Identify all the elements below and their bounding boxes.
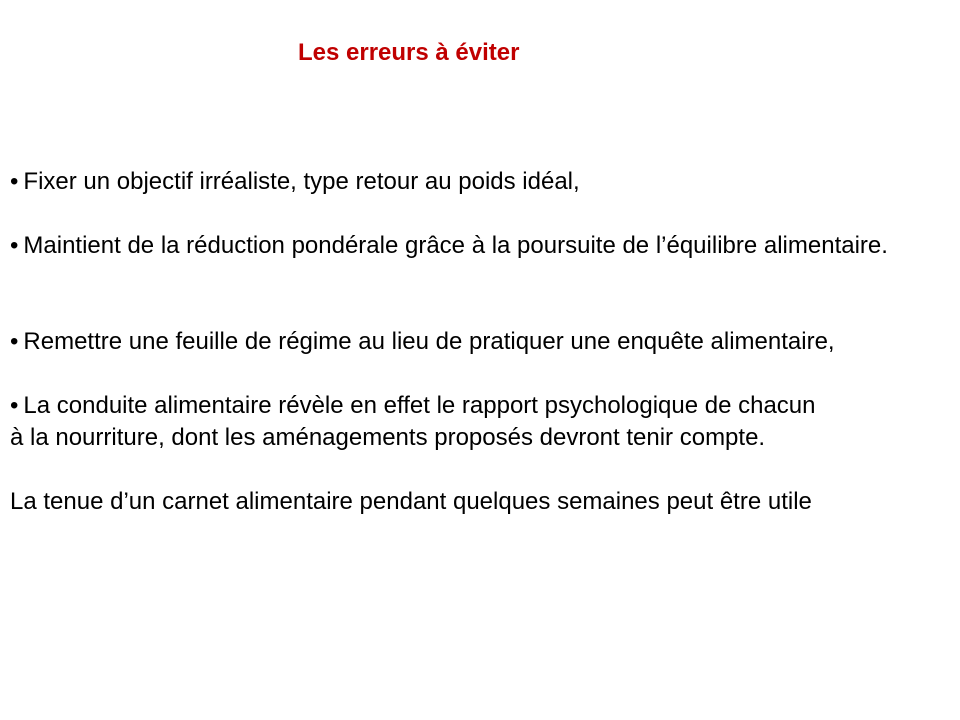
closing-note: La tenue d’un carnet alimentaire pendant quelques semaines peut être utile — [10, 488, 812, 515]
bullet-text-line-2: à la nourriture, dont les aménagements proposés devront tenir compte. — [10, 424, 766, 451]
bullet-item — [10, 390, 950, 454]
bullet-symbol: • — [10, 232, 19, 259]
bullet-text-line-1: La conduite alimentaire révèle en effet le rapport psychologique de chacun — [23, 392, 816, 419]
bullet-text: Maintient de la réduction pondérale grâce à la poursuite de l’équilibre alimentaire. — [23, 232, 888, 259]
bullet-text: Fixer un objectif irréaliste, type retour au poids idéal, — [23, 168, 580, 195]
bullet-text: Remettre une feuille de régime au lieu de pratiquer une enquête alimentaire, — [23, 328, 835, 355]
bullet-item — [10, 166, 950, 198]
bullet-item — [10, 230, 950, 262]
bullet-symbol: • — [10, 328, 19, 355]
bullet-item — [10, 326, 950, 358]
bullet-symbol: • — [10, 168, 19, 195]
bullet-symbol: • — [10, 392, 19, 419]
slide-title: Les erreurs à éviter — [298, 39, 520, 66]
